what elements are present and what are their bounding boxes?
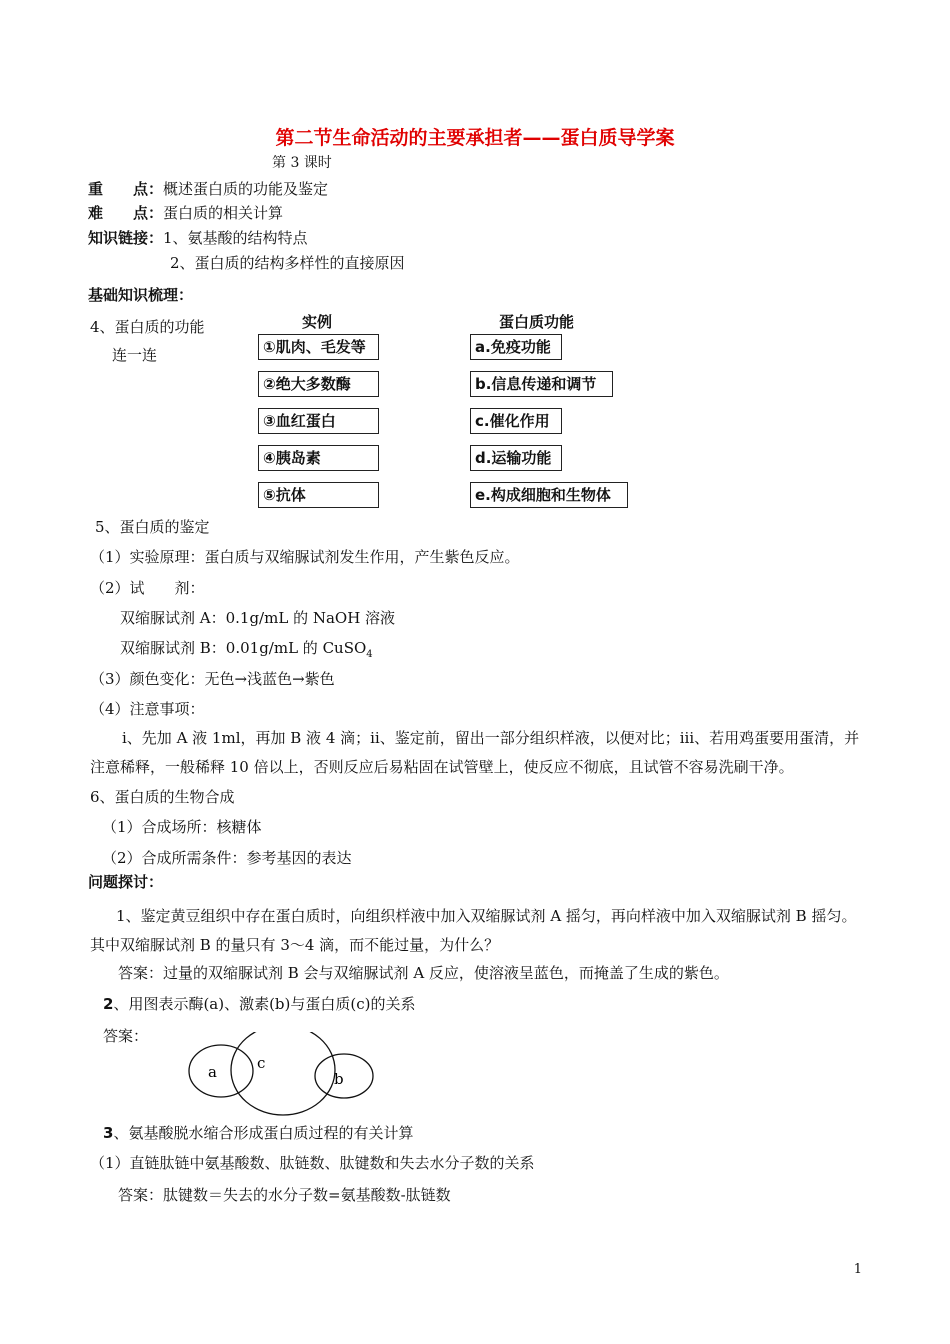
question-3 [103, 1122, 413, 1143]
question-3-sub1: （1）直链肽链中氨基酸数、肽链数、肽键数和失去水分子数的关系 [90, 1154, 535, 1172]
knowledge-link-row [88, 227, 308, 248]
reagent-b-line [120, 637, 373, 660]
page-title: 第二节生命活动的主要承担者——蛋白质导学案 [275, 127, 675, 149]
example-box-2[interactable]: ②绝大多数酶 [258, 371, 379, 397]
function-box-c[interactable]: c.催化作用 [470, 408, 562, 434]
knowledge-link-item2: 2、蛋白质的结构多样性的直接原因 [170, 254, 405, 272]
venn-circle-b [315, 1054, 373, 1098]
synthesis-conditions-line: （2）合成所需条件：参考基因的表达 [102, 849, 352, 867]
reagent-a-line: 双缩脲试剂 A：0.1g/mL 的 NaOH 溶液 [120, 609, 396, 627]
reagent-b-text: 双缩脲试剂 B：0.01g/mL 的 CuSO [120, 639, 367, 657]
notes-paragraph: ⅰ、先加 A 液 1ml，再加 B 液 4 滴；ⅱ、鉴定前，留出一部分组织样液，以便对比；ⅲ、若用鸡蛋要用蛋清，并注意稀释，一般稀释 10 倍以上，否则反应后易粘固在试管壁上，使反应不彻底，且试管不容易洗刷干净。 [90, 729, 860, 776]
question-3-text: 、氨基酸脱水缩合形成蛋白质过程的有关计算 [113, 1124, 414, 1142]
page-number: 1 [853, 1262, 862, 1277]
difficulty-label: 难 点： [88, 204, 164, 222]
knowledge-link-item1: 1、氨基酸的结构特点 [163, 229, 308, 247]
synthesis-site-line: （1）合成场所：核糖体 [102, 818, 262, 836]
principle-line: （1）实验原理：蛋白质与双缩脲试剂发生作用，产生紫色反应。 [90, 548, 520, 566]
section5-title: 5、蛋白质的鉴定 [95, 518, 210, 536]
key-point-text: 概述蛋白质的功能及鉴定 [163, 180, 329, 198]
answer-1: 答案：过量的双缩脲试剂 B 会与双缩脲试剂 A 反应，使溶液呈蓝色，而掩盖了生成的紫色。 [118, 964, 729, 982]
venn-diagram [180, 1032, 390, 1122]
example-box-4[interactable]: ④胰岛素 [258, 445, 379, 471]
function-box-a[interactable]: a.免疫功能 [470, 334, 562, 360]
venn-label-c: c [257, 1054, 266, 1072]
venn-circle-c [231, 1032, 335, 1115]
example-box-1[interactable]: ①肌肉、毛发等 [258, 334, 379, 360]
reagent-label: （2）试 剂： [90, 579, 205, 597]
question-1: 1、鉴定黄豆组织中存在蛋白质时，向组织样液中加入双缩脲试剂 A 摇匀，再向样液中加入双缩脲试剂 B 摇匀。其中双缩脲试剂 B 的量只有 3～4 滴，而不能过量，为什么？ [90, 907, 857, 954]
venn-label-b: b [334, 1070, 344, 1088]
section6-title: 6、蛋白质的生物合成 [90, 788, 235, 806]
example-box-5[interactable]: ⑤抗体 [258, 482, 379, 508]
column-header-examples: 实例 [302, 313, 333, 331]
section4-title: 4、蛋白质的功能 [90, 318, 205, 336]
answer-3: 答案：肽键数＝失去的水分子数=氨基酸数-肽链数 [118, 1186, 451, 1204]
question-2 [103, 993, 416, 1014]
answer-2-label: 答案： [103, 1027, 149, 1045]
key-point-label: 重 点： [88, 180, 164, 198]
key-point-row [88, 178, 328, 199]
color-change-line: （3）颜色变化：无色→浅蓝色→紫色 [90, 670, 335, 688]
function-box-e[interactable]: e.构成细胞和生物体 [470, 482, 628, 508]
difficulty-text: 蛋白质的相关计算 [163, 204, 284, 222]
reagent-b-subscript: 4 [366, 649, 373, 660]
section4-subtitle: 连一连 [112, 346, 158, 364]
discussion-heading: 问题探讨： [88, 873, 164, 891]
notes-label: （4）注意事项： [90, 700, 205, 718]
question-3-number: 3 [103, 1124, 114, 1142]
function-box-d[interactable]: d.运输功能 [470, 445, 562, 471]
function-box-b[interactable]: b.信息传递和调节 [470, 371, 613, 397]
question-2-text: 、用图表示酶(a)、激素(b)与蛋白质(c)的关系 [113, 995, 416, 1013]
question-2-number: 2 [103, 995, 114, 1013]
venn-label-a: a [208, 1063, 217, 1081]
lesson-label: 第 3 课时 [272, 155, 332, 171]
difficulty-row [88, 202, 283, 223]
basics-heading: 基础知识梳理： [88, 286, 194, 304]
knowledge-link-label: 知识链接： [88, 229, 164, 247]
venn-circle-a [189, 1045, 253, 1097]
example-box-3[interactable]: ③血红蛋白 [258, 408, 379, 434]
column-header-functions: 蛋白质功能 [499, 313, 575, 331]
